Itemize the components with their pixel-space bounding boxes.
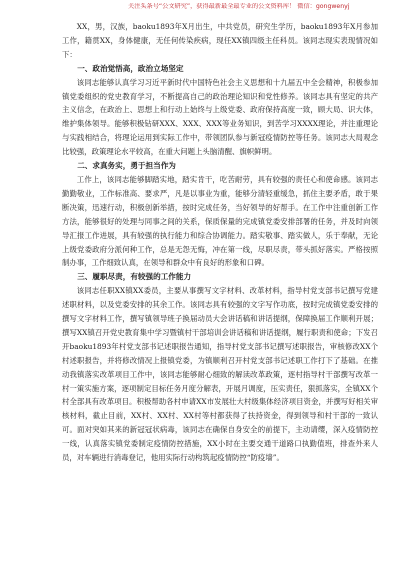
section-paragraph-pragmatic: 工作上，该同志能够脚踏实地，踏实肯干，吃苦耐劳，具有较强的责任心和使命感。该同志勤勤敬业，工作标准高、要求严，凡是以事业为重，能够分清轻重缓急，抓住主要矛盾，敢于果断决策，迅速行动，积极创新举措，按时完成任务，当好领导的好帮手。在工作中注重创新工作方法，能够很好的处理与同事之间的关系，保质保量的完成镇党委安排部署的任务，并及时向领导汇报工作进展，具有较强的执行能力和综合协调能力。踏实敬事、踏实做人，乐于奉献，无论上级党委政府分派何种工作，总是无怨无悔，冲在第一线，尽职尽责，带头抓好落实。严格按照制办事，工作细致认真，在领导和群众中有良好的形象和口碑。 (62, 174, 378, 268)
section-heading-duties: 三、履职尽责，有较强的工作能力 (77, 272, 192, 282)
section-heading-pragmatic: 二、求真务实，勇于担当作为 (77, 161, 176, 171)
section-heading-political: 一、政治觉悟高，政治立场坚定 (77, 63, 184, 73)
section-paragraph-political: 该同志能够认真学习习近平新时代中国特色社会主义思想和十九届五中全会精神，积极参加镇党委组织的党史教育学习，不断提高自己的政治理论知识和党性修养。该同志具有坚定的共产主义信念，在政治上、思想上和行动上始终与上级党委、政府保持高度一致，顾大局、识大体，维护集体领导。能够积极钻研XXX、XXX、XXX等业务知识，到苦学习XXXX理论，并注重理论与实践相结合，将理论运用到实际工作中，带领团队参与新冠疫情防控等任务。该同志大局观念比较强，政策理论水平较高，在重大问题上头脑清醒、旗帜鲜明。 (62, 77, 378, 157)
section-paragraph-duties: 该同志任职XX镇XX委员，主要从事撰写文字材料、改革材料，指导村党支部书记撰写党建述职材料，以及党委安排的其余工作。该同志具有较强的文字写作功底，按时完成镇党委安排的撰写文字材料工作，撰写镇领导班子换届动员大会讲话稿和讲话提纲，保障换届工作顺利开展；撰写XX镇召开党史教育集中学习暨镇村干部培训会讲话稿和讲话提纲，履行职责和使命；下发召开baoku1893年村党支部书记述职报告通知，指导村党支部书记撰写述职报告，审核修改XX个村述职报告，并将修改情况上报镇党委，为镇顺利召开村党支部书记述职工作打下了基础。在推动我镇落实改革项目工作中，该同志能够耐心细致的解读改革政策，逐村指导村干部撰写改革一村一策实施方案，逐项制定目标任务月度分解表，开展月调度，压实责任，狠抓落实，全镇XX个村全部具有改革项目。积极帮助各村申请XX市发展壮大村级集体经济项目资金，并撰写好相关审核材料，截止目前，XX村、XX村、XX村等村都获得了扶持资金，得到领导和村干部的一致认可。面对突如其来的新冠冠状病毒，该同志在确保自身安全的前提下，主动请缨，深入疫情防控一线，认真落实镇党委制定疫情防控措施，XX小时在主要交通干道路口执勤值班，排查外来人员，对车辆进行消毒登记，他用实际行动构筑起疫情防控“防疫墙”。 (62, 286, 378, 463)
top-banner-notice: 关注头条号“公文研究”，获得最新最全最专业的公文资料库！ 微信：gongwenyj (128, 3, 350, 10)
intro-paragraph: XX，男，汉族，baoku1893年X月出生，中共党员，研究生学历，baoku1893年X月参加工作，籍贯XX，身体健康，无任何传染疾病，现任XX镇四级主任科员。该同志现实表现情况如下： (62, 22, 378, 59)
document-body (62, 20, 378, 465)
